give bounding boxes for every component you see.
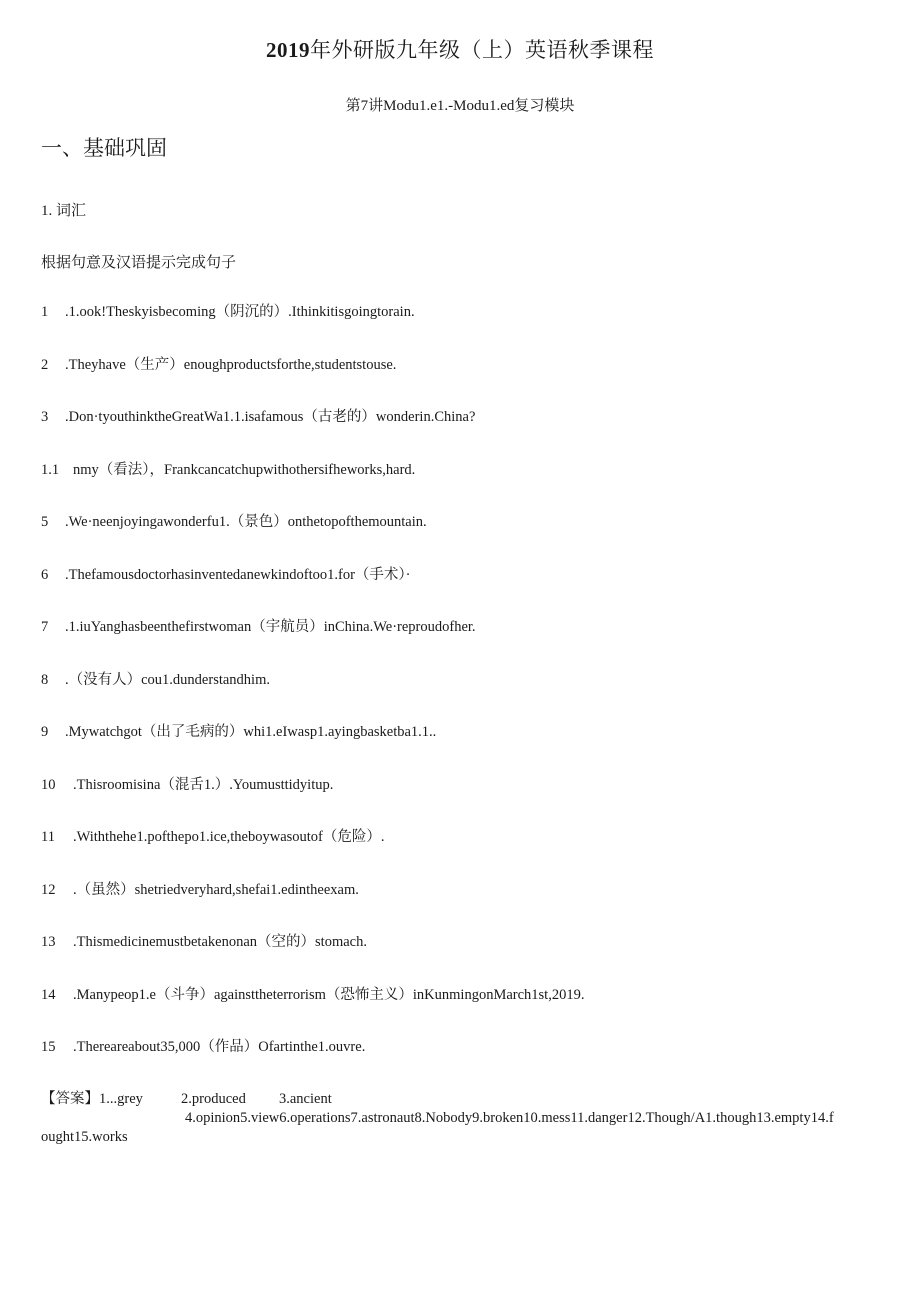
item-text: .Mywatchgot（出了毛病的）whi1.eIwasp1.ayingbasketba1.1..	[65, 724, 437, 740]
answer-label: 【答案】	[41, 1091, 99, 1107]
item-text: .1.ook!Theskyisbecoming（阴沉的）.Ithinkitisgoingtorain.	[65, 304, 415, 320]
item-number: 11	[41, 829, 55, 845]
item-number: 6	[41, 566, 49, 583]
item-number: 15	[41, 1039, 56, 1055]
answer-3: 3.ancient	[279, 1091, 332, 1107]
item-number: 1.1	[41, 461, 60, 478]
exercise-item	[41, 983, 901, 1036]
exercise-item	[41, 615, 901, 668]
item-number: 2	[41, 356, 49, 373]
title-year: 2019	[266, 38, 310, 62]
item-number: 5	[41, 514, 49, 530]
exercise-item	[41, 510, 901, 563]
item-text: .Manypeop1.e（斗争）againsttheterrorism（恐怖主义）inKunmingonMarch1st,2019.	[73, 986, 585, 1003]
title-text: 年外研版九年级（上）英语秋季课程	[310, 38, 654, 62]
answer-row: 4.opinion5.view6.operations7.astronaut8.Nobody9.broken10.mess11.danger12.Though/A1.though13.empty14.f	[185, 1110, 834, 1126]
part-label: 1. 词汇	[41, 203, 87, 219]
item-text: .1.iuYanghasbeenthefirstwoman（宇航员）inChina.We·reproudofher.	[65, 619, 476, 635]
item-text: .（虽然）shetriedveryhard,shefai1.edintheexam.	[73, 881, 359, 898]
exercise-item	[41, 353, 901, 406]
item-text: .Thismedicinemustbetakenonan（空的）stomach.	[73, 934, 367, 950]
exercise-item	[41, 405, 901, 458]
exercise-item	[41, 668, 901, 721]
item-text: .We·neenjoyingawonderfu1.（景色）onthetopofthemountain.	[65, 514, 427, 530]
lesson-subtitle: 第7讲Modu1.e1.-Modu1.ed复习模块	[345, 98, 575, 114]
item-text: .Theyhave（生产）enoughproductsforthe,studentstouse.	[65, 356, 397, 373]
item-text: .Don·tyouthinktheGreatWa1.1.isafamous（古老的）wonderin.China?	[65, 409, 476, 425]
item-text: nmy（看法），Frankcancatchupwithothersifheworks,hard.	[73, 461, 416, 478]
exercise-item	[41, 300, 901, 353]
answer-row	[41, 1090, 881, 1109]
instruction-text: 根据句意及汉语提示完成句子	[41, 255, 237, 271]
exercise-item	[41, 825, 901, 878]
page-title	[0, 34, 920, 64]
exercise-item	[41, 720, 901, 773]
item-text: .Thereareabout35,000（作品）Ofartinthe1.ouvre.	[73, 1039, 366, 1055]
item-text: .（没有人）cou1.dunderstandhim.	[65, 671, 270, 688]
item-number: 10	[41, 776, 56, 793]
answer-1: 1...grey	[99, 1091, 143, 1107]
item-number: 12	[41, 881, 56, 898]
section-heading: 一、基础巩固	[41, 136, 167, 160]
item-text: .Withthehe1.pofthepo1.ice,theboywasoutof（危险）.	[73, 829, 385, 845]
answer-block	[41, 1090, 881, 1147]
exercise-item	[41, 458, 901, 511]
answer-2: 2.produced	[181, 1091, 246, 1107]
exercise-item	[41, 563, 901, 616]
item-number: 1	[41, 304, 49, 320]
exercise-item	[41, 930, 901, 983]
item-number: 9	[41, 724, 49, 740]
exercise-list	[41, 300, 901, 1088]
answer-row: ought15.works	[41, 1129, 128, 1145]
item-number: 13	[41, 934, 56, 950]
item-number: 7	[41, 619, 49, 635]
item-text: .Thisroomisina（混舌1.）.Youmusttidyitup.	[73, 776, 334, 793]
exercise-item	[41, 1035, 901, 1088]
item-text: .Thefamousdoctorhasinventedanewkindoftoo1.for（手术）·	[65, 566, 411, 583]
exercise-item	[41, 878, 901, 931]
item-number: 14	[41, 986, 56, 1003]
exercise-item	[41, 773, 901, 826]
item-number: 8	[41, 671, 49, 688]
item-number: 3	[41, 409, 49, 425]
